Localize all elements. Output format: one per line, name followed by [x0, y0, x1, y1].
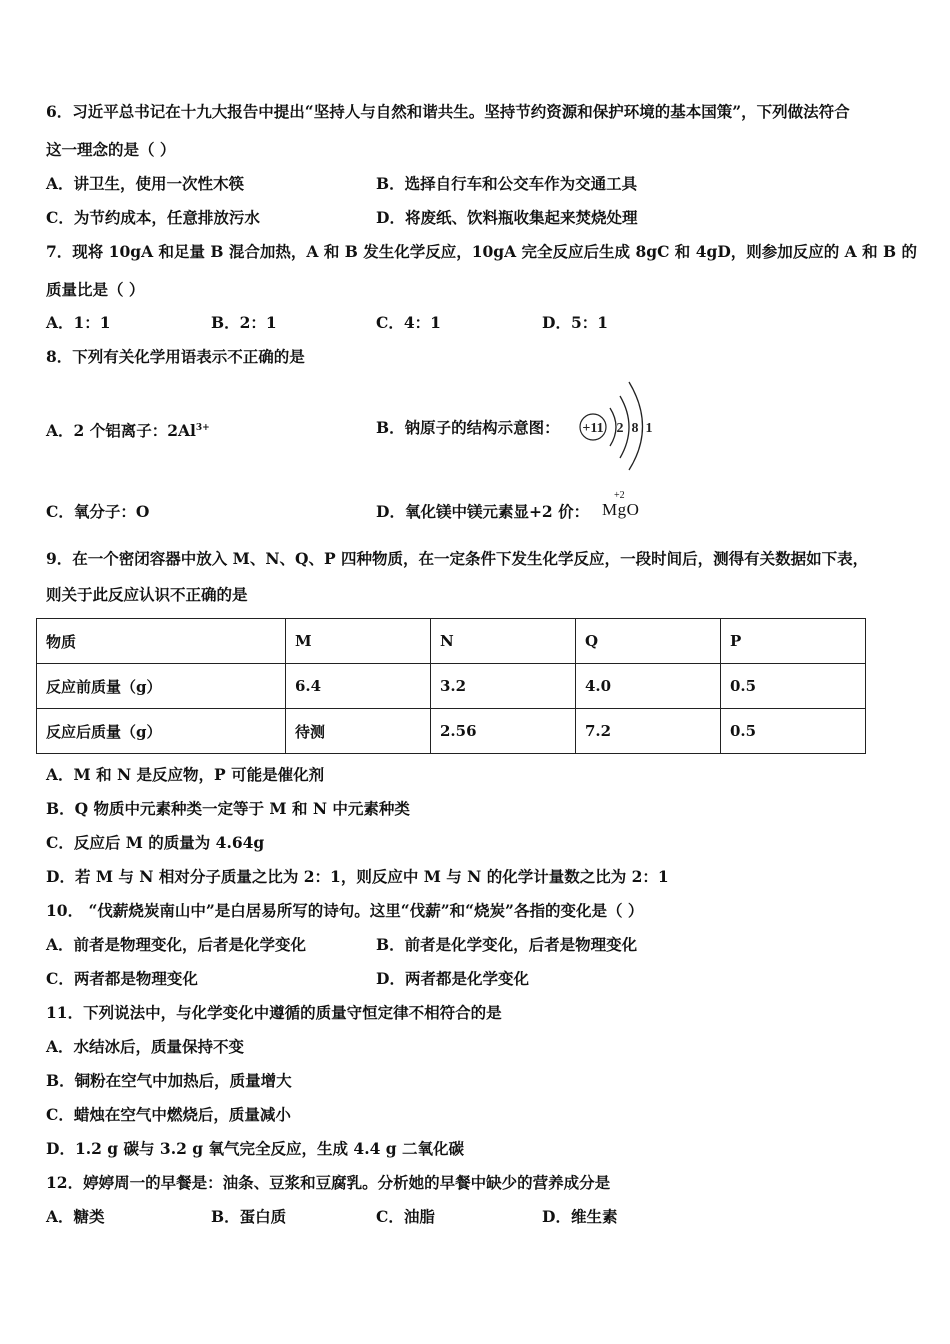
table-header-cell: N — [431, 619, 576, 664]
atom-shell-arc-1 — [610, 408, 616, 446]
q9-option-c: C．反应后 M 的质量为 4.64g — [46, 833, 265, 852]
q11-option-b: B．铜粉在空气中加热后，质量增大 — [46, 1071, 292, 1090]
q8-option-b: B．钠原子的结构示意图： — [376, 418, 560, 437]
table-header-cell: 物质 — [37, 619, 286, 664]
table-cell: 7.2 — [576, 709, 721, 754]
q10-option-a: A．前者是物理变化，后者是化学变化 — [46, 935, 307, 954]
table-cell: 待测 — [286, 709, 431, 754]
q6-option-b: B．选择自行车和公交车作为交通工具 — [376, 174, 638, 193]
q9-stem-line1: 9．在一个密闭容器中放入 M、N、Q、P 四种物质，在一定条件下发生化学反应，一段时间后，测得有关数据如下表， — [46, 549, 869, 568]
table-cell: 6.4 — [286, 664, 431, 709]
q11-option-c: C．蜡烛在空气中燃烧后，质量减小 — [46, 1105, 291, 1124]
q8-option-c: C．氧分子：O — [46, 502, 150, 521]
q8-option-d: D．氧化镁中镁元素显+2 价： — [376, 502, 590, 521]
atom-shell-electrons-2: 8 — [631, 421, 639, 436]
q12-option-c: C．油脂 — [376, 1207, 435, 1226]
q6-option-d: D．将废纸、饮料瓶收集起来焚烧处理 — [376, 208, 638, 227]
sodium-atom-diagram — [574, 378, 664, 474]
q6-stem-line1: 6．习近平总书记在十九大报告中提出“坚持人与自然和谐共生。坚持节约资源和保护环境的基本国策”，下列做法符合 — [46, 102, 850, 121]
table-header-cell: P — [721, 619, 866, 664]
mass-data-table — [36, 618, 866, 754]
q7-option-d: D．5：1 — [542, 313, 609, 332]
q7-option-b: B．2：1 — [211, 313, 277, 332]
q8-option-a-charge: 3+ — [195, 423, 210, 433]
atom-shell-electrons-3: 1 — [645, 421, 653, 436]
mgo-valence-charge: +2 — [614, 490, 625, 501]
q6-option-a: A．讲卫生，使用一次性木筷 — [46, 174, 245, 193]
atom-nucleus-charge: +11 — [582, 421, 604, 436]
q8-stem: 8．下列有关化学用语表示不正确的是 — [46, 347, 305, 366]
table-cell: 0.5 — [721, 709, 866, 754]
table-row — [37, 664, 866, 709]
q6-stem-line2: 这一理念的是（ ） — [46, 140, 176, 159]
q11-option-d: D．1.2 g 碳与 3.2 g 氧气完全反应，生成 4.4 g 二氧化碳 — [46, 1139, 465, 1158]
table-header-cell: Q — [576, 619, 721, 664]
q10-option-d: D．两者都是化学变化 — [376, 969, 529, 988]
table-cell: 0.5 — [721, 664, 866, 709]
q6-option-c: C．为节约成本，任意排放污水 — [46, 208, 260, 227]
q9-option-d: D．若 M 与 N 相对分子质量之比为 2：1，则反应中 M 与 N 的化学计量数之比为 2：1 — [46, 867, 669, 886]
table-header-row — [37, 619, 866, 664]
table-cell: 4.0 — [576, 664, 721, 709]
mgo-formula: MgO — [602, 500, 640, 519]
atom-shell-electrons-1: 2 — [616, 421, 624, 436]
q12-option-d: D．维生素 — [542, 1207, 618, 1226]
q7-stem-line1: 7．现将 10gA 和足量 B 混合加热，A 和 B 发生化学反应，10gA 完全反应后生成 8gC 和 4gD，则参加反应的 A 和 B 的 — [46, 242, 917, 261]
q9-stem-line2: 则关于此反应认识不正确的是 — [46, 585, 248, 604]
q10-option-b: B．前者是化学变化，后者是物理变化 — [376, 935, 638, 954]
q7-option-a: A．1：1 — [46, 313, 111, 332]
q9-option-b: B．Q 物质中元素种类一定等于 M 和 N 中元素种类 — [46, 799, 410, 818]
q10-option-c: C．两者都是物理变化 — [46, 969, 198, 988]
q8-option-a — [46, 418, 210, 441]
table-row — [37, 709, 866, 754]
q9-option-a: A．M 和 N 是反应物，P 可能是催化剂 — [46, 765, 325, 784]
q8-option-a-text: A．2 个铝离子：2Al — [46, 421, 196, 440]
q12-stem: 12．婷婷周一的早餐是：油条、豆浆和豆腐乳。分析她的早餐中缺少的营养成分是 — [46, 1173, 611, 1192]
table-cell: 反应前质量（g） — [37, 664, 286, 709]
table-header-cell: M — [286, 619, 431, 664]
q12-option-b: B．蛋白质 — [211, 1207, 287, 1226]
q12-option-a: A．糖类 — [46, 1207, 105, 1226]
table-cell: 3.2 — [431, 664, 576, 709]
q7-stem-line2: 质量比是（ ） — [46, 280, 145, 299]
q11-stem: 11．下列说法中，与化学变化中遵循的质量守恒定律不相符合的是 — [46, 1003, 502, 1022]
q11-option-a: A．水结冰后，质量保持不变 — [46, 1037, 245, 1056]
table-cell: 反应后质量（g） — [37, 709, 286, 754]
q10-stem: 10． “伐薪烧炭南山中”是白居易所写的诗句。这里“伐薪”和“烧炭”各指的变化是（ ） — [46, 901, 644, 920]
q7-option-c: C．4：1 — [376, 313, 441, 332]
table-cell: 2.56 — [431, 709, 576, 754]
